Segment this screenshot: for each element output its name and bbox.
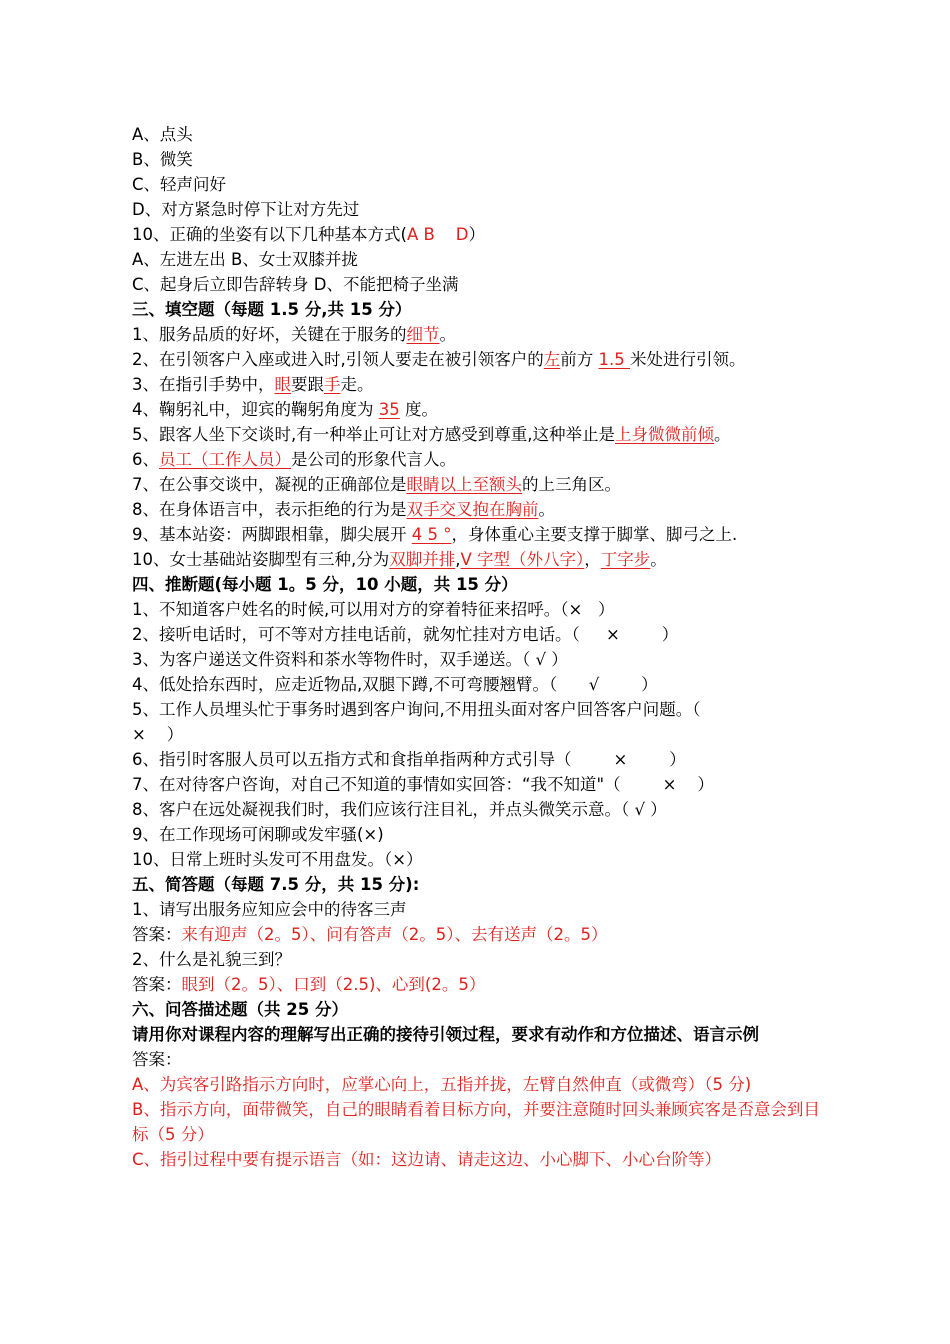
answer-blank: 35 [378, 400, 400, 419]
judgement-item: 6、指引时客服人员可以五指方式和食指单指两种方式引导（ × ） [132, 750, 686, 769]
short-question-1: 1、请写出服务应知应会中的待客三声 [132, 900, 407, 919]
judgement-item: 1、不知道客户姓名的时候,可以用对方的穿着特征来招呼。（× ） [132, 600, 615, 619]
judgement-item: 9、在工作现场可闲聊或发牢骚(×) [132, 825, 384, 844]
judgement-item: 4、低处拾东西时，应走近物品,双腿下蹲,不可弯腰翘臂。（ √ ） [132, 675, 658, 694]
judgement-item: 3、为客户递送文件资料和茶水等物件时，双手递送。（ √ ） [132, 650, 568, 669]
short-question-2: 2、什么是礼貌三到？ [132, 950, 291, 969]
section-title-judgement: 四、推断题(每小题 1。5 分，10 小题，共 15 分） [132, 575, 518, 594]
answer-blank: V 字型（外八字） [460, 550, 585, 569]
judgement-item: 2、接听电话时，可不等对方挂电话前，就匆忙挂对方电话。（ × ） [132, 625, 679, 644]
answer-text: 来有迎声（2。5）、问有答声（2。5）、去有送声（2。5） [181, 925, 608, 944]
answer-blank: 手 [324, 375, 341, 394]
fill-blank-1: 1、服务品质的好坏，关键在于服务的细节。 [132, 325, 456, 344]
answer-blank: 双脚并排 [389, 550, 456, 569]
essay-answer-b: B、指示方向，面带微笑，自己的眼睛看着目标方向，并要注意随时回头兼顾宾客是否意会到目标（5 分） [132, 1100, 820, 1144]
judgement-item: 5、工作人员埋头忙于事务时遇到客户询问,不用扭头面对客户回答客户问题。（ [132, 700, 701, 719]
judgement-item-continued: × ） [132, 725, 184, 744]
answer-blank: 左 [543, 350, 561, 369]
answer-blank: 丁字步 [600, 550, 651, 569]
section-title-fill-blank: 三、填空题（每题 1.5 分,共 15 分） [132, 300, 412, 319]
answer-blank: 4 5 ° [411, 525, 452, 544]
answer-blank: 眼睛以上至额头 [406, 475, 522, 494]
answer-blank: 员工（工作人员） [159, 450, 291, 469]
question-10: 10、正确的坐姿有以下几种基本方式(A B D） [132, 225, 485, 244]
option-line: D、对方紧急时停下让对方先过 [132, 200, 360, 219]
option-line: A、左进左出 B、女士双膝并拢 [132, 250, 358, 269]
fill-blank-2: 2、在引领客户入座或进入时,引领人要走在被引领客户的左前方 1.5 米处进行引领。 [132, 350, 746, 369]
judgement-item: 10、日常上班时头发可不用盘发。（×） [132, 850, 423, 869]
answer-blank: 上身微微前倾 [615, 425, 714, 444]
judgement-item: 7、在对待客户咨询，对自己不知道的事情如实回答：“我不知道"（ × ） [132, 775, 714, 794]
short-answer-2: 答案：眼到（2。5）、口到（2.5)、心到(2。5） [132, 975, 486, 994]
exam-page [132, 122, 832, 1172]
short-answer-1: 答案：来有迎声（2。5）、问有答声（2。5）、去有送声（2。5） [132, 925, 608, 944]
fill-blank-3: 3、在指引手势中，眼要跟手走。 [132, 375, 374, 394]
fill-blank-7: 7、在公事交谈中，凝视的正确部位是眼睛以上至额头的上三角区。 [132, 475, 621, 494]
option-line: B、微笑 [132, 150, 193, 169]
essay-prompt: 请用你对课程内容的理解写出正确的接待引领过程，要求有动作和方位描述、语言示例 [132, 1025, 759, 1044]
answer-blank: 双手交叉抱在胸前 [406, 500, 539, 519]
fill-blank-6: 6、员工（工作人员）是公司的形象代言人。 [132, 450, 456, 469]
answer-text: 眼到（2。5）、口到（2.5)、心到(2。5） [181, 975, 486, 994]
judgement-item: 8、客户在远处凝视我们时，我们应该行注目礼，并点头微笑示意。（ √ ） [132, 800, 667, 819]
option-line: A、点头 [132, 125, 193, 144]
answer-blank: 眼 [274, 375, 291, 394]
section-title-essay: 六、问答描述题（共 25 分） [132, 1000, 348, 1019]
answer-text: A B D [406, 225, 469, 244]
answer-label: 答案： [132, 1050, 182, 1069]
option-line: C、起身后立即告辞转身 D、不能把椅子坐满 [132, 275, 459, 294]
fill-blank-8: 8、在身体语言中，表示拒绝的行为是双手交叉抱在胸前。 [132, 500, 555, 519]
fill-blank-4: 4、鞠躬礼中，迎宾的鞠躬角度为 35 度。 [132, 400, 438, 419]
option-line: C、轻声问好 [132, 175, 227, 194]
answer-blank: 细节 [406, 325, 440, 344]
essay-answer-a: A、为宾客引路指示方向时，应掌心向上，五指并拢，左臂自然伸直（或微弯）（5 分) [132, 1075, 752, 1094]
fill-blank-9: 9、基本站姿：两脚跟相靠，脚尖展开 4 5 °，身体重心主要支撑于脚掌、脚弓之上. [132, 525, 738, 544]
section-title-short-answer: 五、简答题（每题 7.5 分，共 15 分): [132, 875, 420, 894]
fill-blank-5: 5、跟客人坐下交谈时,有一种举止可让对方感受到尊重,这种举止是上身微微前倾。 [132, 425, 731, 444]
fill-blank-10: 10、女士基础站姿脚型有三种,分为双脚并排,V 字型（外八字），丁字步。 [132, 550, 667, 569]
answer-blank: 1.5 [598, 350, 630, 369]
essay-answer-c: C、指引过程中要有提示语言（如：这边请、请走这边、小心脚下、小心台阶等） [132, 1150, 722, 1169]
